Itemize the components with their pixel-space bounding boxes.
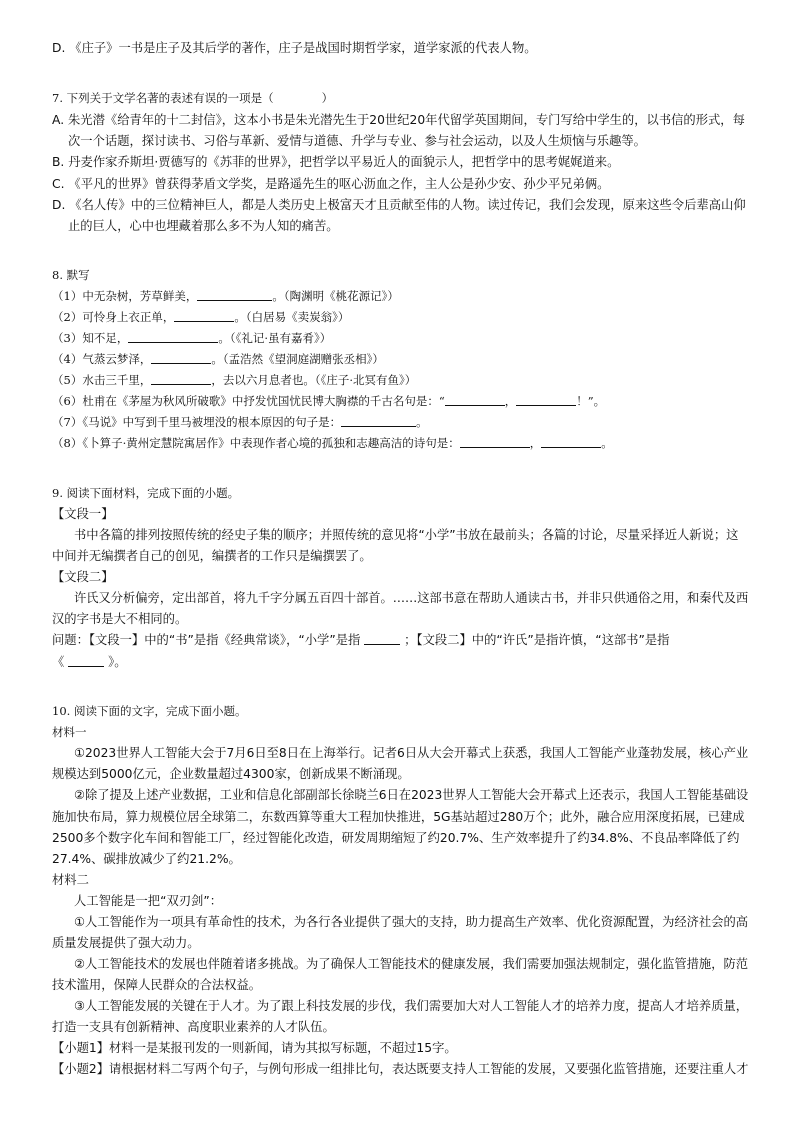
answer-blank[interactable] (68, 654, 104, 667)
q9-question-line2 (52, 653, 127, 671)
q8-item-3-source: 。（《礼记·虽有嘉肴》） (218, 331, 332, 345)
q9-question-text-a: 问题：【文段一】中的“书”是指《经典常谈》，“小学”是指 (52, 633, 361, 647)
answer-blank[interactable] (541, 435, 601, 448)
q7-stem (52, 89, 333, 107)
q8-item-2 (52, 308, 349, 326)
q8-item-7-end: 。 (416, 415, 428, 429)
q8-item-6-end: ！”。 (576, 394, 606, 408)
q7-option-c: C. 《平凡的世界》曾获得茅盾文学奖，是路遥先生的呕心沥血之作，主人公是孙少安、孙少平兄弟俩。 (52, 177, 610, 191)
q10-m2-p3-line2: 打造一支具有创新精神、高度职业素养的人才队伍。 (52, 1020, 335, 1034)
q8-item-1-text: （1）中无杂树，芳草鲜美， (52, 289, 198, 303)
q8-item-2-text: （2）可怜身上衣正单， (52, 310, 175, 324)
q8-item-5 (52, 371, 416, 389)
answer-blank[interactable] (460, 435, 530, 448)
q10-subquestion-1: 【小题1】材料一是某报刊发的一则新闻，请为其拟写标题，不超过15字。 (52, 1041, 457, 1055)
answer-blank[interactable] (174, 309, 234, 322)
q8-item-5-source: ，去以六月息者也。（《庄子·北冥有鱼》） (211, 373, 417, 387)
q8-item-3-text: （3）知不足， (52, 331, 129, 345)
q6-option-d: D. 《庄子》一书是庄子及其后学的著作，庄子是战国时期哲学家，道学家派的代表人物。 (52, 41, 537, 55)
q8-item-8-comma: ， (529, 436, 542, 450)
q9-section2-p2: 汉的字书是大不相同的。 (52, 612, 188, 626)
answer-blank[interactable] (197, 288, 272, 301)
answer-blank[interactable] (128, 330, 218, 343)
q8-item-4-text: （4）气蒸云梦泽， (52, 352, 152, 366)
q7-option-d-line1: D. 《名人传》中的三位精神巨人，都是人类历史上极富天才且贡献至伟的人物。读过传记，我们会发现，原来这些令后辈高山仰 (52, 198, 746, 212)
q7-option-a-line2: 次一个话题，探讨读书、习俗与革新、爱情与道德、升学与专业、参与社会运动，以及人生烦恼与乐趣等。 (68, 134, 646, 148)
q8-item-1-source: 。（陶渊明《桃花源记》） (272, 289, 399, 303)
q10-m1-p1-line2: 规模达到5000亿元，企业数量超过4300家，创新成果不断涌现。 (52, 767, 410, 781)
q10-material1-label: 材料一 (52, 725, 87, 739)
q8-item-2-source: 。（白居易《卖炭翁》） (234, 310, 350, 324)
q8-item-8-end: 。 (601, 436, 613, 450)
q8-item-5-text: （5）水击三千里， (52, 373, 152, 387)
q10-m2-p3-line1: ③人工智能发展的关键在于人才。为了跟上科技发展的步伐，我们需要加大对人工智能人才的培养力度，提高人才培养质量， (74, 999, 749, 1013)
q10-subquestion-2: 【小题2】请根据材料二写两个句子，与例句形成一组排比句，表达既要支持人工智能的发展，又要强化监管措施，还要注重人才 (52, 1062, 749, 1076)
q10-m2-p2-line1: ②人工智能技术的发展也伴随着诸多挑战。为了确保人工智能技术的健康发展，我们需要加强法规制定，强化监管措施，防范 (74, 957, 749, 971)
q9-question-text-d: 》。 (108, 655, 127, 669)
q8-item-7 (52, 413, 428, 431)
q8-title: 8. 默写 (52, 268, 90, 282)
q10-m2-p1-line2: 质量发展提供了强大动力。 (52, 936, 200, 950)
q8-item-6 (52, 392, 605, 410)
q7-stem-text: 7. 下列关于文学名著的表述有误的一项是（ (52, 91, 274, 105)
q8-item-3 (52, 329, 331, 347)
q10-m2-intro: 人工智能是一把“双刃剑”： (74, 894, 223, 908)
q7-stem-end: ） (321, 91, 334, 105)
q10-material2-label: 材料二 (52, 873, 89, 887)
q10-m1-p1-line1: ①2023世界人工智能大会于7月6日至8日在上海举行。记者6日从大会开幕式上获悉，我国人工智能产业蓬勃发展，核心产业 (74, 746, 749, 760)
q9-question-text-b: ；【文段二】中的“许氏”是指许慎，“这部书”是指 (404, 633, 670, 647)
q8-item-8 (52, 434, 613, 452)
q9-title: 9. 阅读下面材料，完成下面的小题。 (52, 486, 240, 500)
q8-item-7-text: （7）《马说》中写到千里马被埋没的根本原因的句子是： (52, 415, 342, 429)
q8-item-4-source: 。（孟浩然《望洞庭湖赠张丞相》） (211, 352, 384, 366)
q8-item-6-comma: ， (504, 394, 517, 408)
q8-item-6-text: （6）杜甫在《茅屋为秋风所破歌》中抒发忧国忧民博大胸襟的千古名句是：“ (52, 394, 445, 408)
q10-m1-p2-line2: 施加快布局，算力规模位居全球第二，东数西算等重大工程加快推进，5G基站超过280万个；此外，融合应用深度拓展，已建成 (52, 810, 745, 824)
answer-blank[interactable] (445, 393, 505, 406)
q10-m1-p2-line3: 2500多个数字化车间和智能工厂，经过智能化改造，研发周期缩短了约20.7%、生产效率提升了约34.8%、不良品率降低了约 (52, 831, 740, 845)
q8-item-4 (52, 350, 384, 368)
q9-section2-label: 【文段二】 (52, 570, 114, 584)
q8-item-8-text: （8）《卜算子·黄州定慧院寓居作》中表现作者心境的孤独和志趣高洁的诗句是： (52, 436, 460, 450)
q10-m2-p1-line1: ①人工智能作为一项具有革命性的技术，为各行各业提供了强大的支持，助力提高生产效率、优化资源配置，为经济社会的高 (74, 915, 749, 929)
q10-title: 10. 阅读下面的文字，完成下面小题。 (52, 704, 247, 718)
q7-option-d-line2: 止的巨人，心中也埋藏着那么多不为人知的痛苦。 (68, 219, 339, 233)
q10-m1-p2-line1: ②除了提及上述产业数据，工业和信息化部副部长徐晓兰6日在2023世界人工智能大会开幕式上还表示，我国人工智能基础设 (74, 788, 749, 802)
answer-blank[interactable] (516, 393, 576, 406)
q9-section1-p1: 书中各篇的排列按照传统的经史子集的顺序；并照传统的意见将“小学”书放在最前头；各篇的讨论，尽量采择近人新说；这 (74, 528, 739, 542)
answer-blank[interactable] (151, 372, 211, 385)
answer-blank[interactable] (151, 351, 211, 364)
q9-section2-p1: 许氏又分析偏旁，定出部首，将九千字分属五百四十部首。……这部书意在帮助人通读古书，并非只供通俗之用，和秦代及西 (74, 591, 749, 605)
q7-option-b: B. 丹麦作家乔斯坦·贾德写的《苏菲的世界》，把哲学以平易近人的面貌示人，把哲学中的思考娓娓道来。 (52, 155, 620, 169)
q9-question-text-c: 《 (52, 655, 65, 669)
q9-question-line1 (52, 631, 669, 649)
answer-blank[interactable] (364, 632, 400, 645)
q8-item-1 (52, 287, 399, 305)
q10-m2-p2-line2: 技术滥用，保障人民群众的合法权益。 (52, 978, 262, 992)
answer-blank[interactable] (341, 414, 416, 427)
q10-m1-p2-line4: 27.4%、碳排放减少了约21.2%。 (52, 852, 241, 866)
q7-option-a-line1: A. 朱光潜《给青年的十二封信》，这本小书是朱光潜先生于20世纪20年代留学英国期间，专门写给中学生的，以书信的形式，每 (52, 113, 745, 127)
q9-section1-label: 【文段一】 (52, 507, 114, 521)
q9-section1-p2: 中间并无编撰者自己的创见，编撰者的工作只是编撰罢了。 (52, 549, 372, 563)
